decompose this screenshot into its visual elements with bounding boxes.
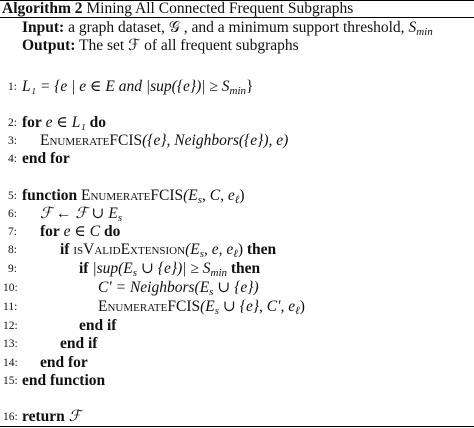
line-number: 4: [8,153,17,165]
line-sub: s [199,248,204,260]
keyword: if [79,260,89,277]
input-smin-sub: min [416,26,433,38]
line-sub: min [210,267,228,279]
line-number: 8: [8,244,17,256]
keyword: end for [40,354,88,371]
keyword: if [60,241,70,258]
keyword: return [22,408,65,425]
function-name: Enumerate [40,132,110,149]
line-text: |sup(E [88,260,133,277]
keyword: do [89,114,107,131]
function-name-suffix: FCIS [150,187,184,204]
line-tail: , e, e [203,241,234,258]
keyword: then [246,241,277,258]
function-name: Enumerate [98,298,168,315]
keyword: then [230,260,261,277]
keyword: end for [22,150,70,167]
input-text: a graph dataset, 𝒢 , and a minimum support threshold, [68,19,409,36]
line-sub: ℓ [234,194,240,206]
line-sub: s [132,267,138,279]
function-name-suffix: FCIS [167,298,201,315]
line-tail: ) [239,187,245,204]
line-text: C′ = Neighbors(E [98,279,210,296]
line-text: ({e}, Neighbors({e}), e) [142,132,289,149]
line-number: 9: [8,263,17,275]
output-text: The set ℱ of all frequent subgraphs [79,37,299,54]
line-tail: ∪ {e})| ≥ S [137,260,211,277]
line-text: (E [200,298,215,315]
line-number: 10: [3,282,18,294]
keyword: end if [79,317,117,334]
keyword: do [104,223,121,240]
line-text: L₁ = {e | e ∈ E and |sup({e})| ≥ S [22,78,230,95]
line-sub: s [214,305,220,317]
output-label: Output: [22,37,76,54]
line-number: 3: [8,135,17,147]
line-tail: } [246,78,254,95]
line-sub: min [229,85,247,97]
line-number: 2: [8,117,17,129]
line-number: 6: [8,208,17,220]
keyword: end function [22,372,106,389]
line-text: (E [183,187,198,204]
keyword: for [22,114,42,131]
caption-rule [0,17,474,18]
line-text: ℱ ← ℱ ∪ E [40,205,118,222]
line-number: 16: [3,411,18,423]
line-sub: s [117,212,123,224]
keyword: function [22,187,78,204]
input-smin: S [408,19,417,36]
line-number: 11: [3,301,18,313]
line-number: 5: [8,190,17,202]
input-label: Input: [22,19,65,36]
line-tail: , C, e [202,187,235,204]
algorithm-label: Algorithm 2 [2,0,83,17]
algorithm-title: Mining All Connected Frequent Subgraphs [86,0,354,17]
line-tail: ∪ {e}) [213,279,259,296]
line-number: 14: [3,357,18,369]
line-text: e ∈ L₁ [41,114,90,131]
line-sub: s [197,194,203,206]
line-tail: ) [237,241,247,258]
line-number: 12: [3,320,18,332]
line-number: 1: [8,81,17,93]
line-text: (E [185,241,200,258]
line-sub: ℓ [233,248,238,260]
line-sub: s [209,286,214,298]
algorithm-caption [2,1,353,17]
line-text: e ∈ C [59,223,104,240]
function-name: Enumerate [81,187,151,204]
line-number: 13: [3,338,18,350]
line-tail: ∪ {e}, C′, e [219,298,296,315]
line-number: 7: [8,226,17,238]
bottom-rule [0,426,474,427]
line-text: ℱ [64,408,81,425]
line-number: 15: [3,375,18,387]
function-name-suffix: FCIS [109,132,143,149]
keyword: end if [60,335,98,352]
line-sub: ℓ [295,305,300,317]
function-name: isValidExtension [73,241,186,258]
line-tail: ) [299,298,305,315]
keyword: for [40,223,60,240]
